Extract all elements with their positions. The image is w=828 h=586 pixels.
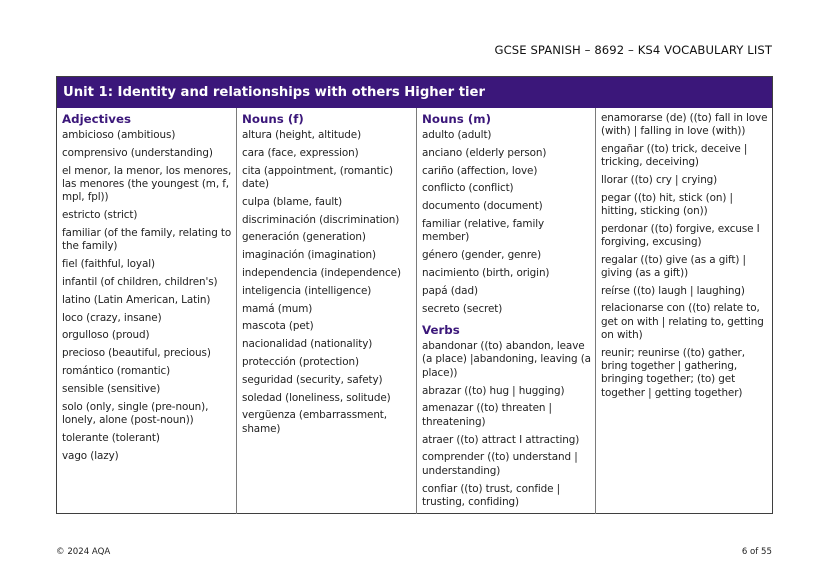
vocab-item: cariño (affection, love) [422, 164, 538, 177]
vocab-item: atraer ((to) attract I attracting) [422, 433, 580, 446]
vocab-item: abandonar ((to) abandon, leave (a place) |abandoning, leaving (a place)) [422, 339, 591, 379]
vocab-item: cita (appointment, (romantic) date) [242, 164, 393, 190]
vocab-item: género (gender, genre) [422, 249, 542, 262]
section-heading: Nouns (m) [422, 112, 491, 126]
vocab-list [601, 112, 768, 400]
vocab-item: documento (document) [422, 200, 543, 213]
vocab-item: amenazar ((to) threaten | threatening) [422, 402, 552, 428]
vocab-item: nacionalidad (nationality) [242, 338, 373, 351]
section-heading: Nouns (f) [242, 112, 304, 126]
vocab-item: inteligencia (intelligence) [242, 284, 372, 297]
vocab-item: culpa (blame, fault) [242, 195, 343, 208]
vocab-item: confiar ((to) trust, confide | trusting, confiding) [422, 482, 561, 508]
vocab-item: soledad (loneliness, solitude) [242, 391, 391, 404]
vocab-item: llorar ((to) cry | crying) [601, 174, 718, 186]
vocab-item: estricto (strict) [62, 209, 138, 222]
vocab-item: cara (face, expression) [242, 146, 359, 159]
vocab-item: latino (Latin American, Latin) [62, 293, 211, 306]
vocab-item: adulto (adult) [422, 129, 492, 141]
vocab-item: comprensivo (understanding) [62, 146, 213, 159]
vocab-item: el menor, la menor, los menores, las menores (the youngest (m, f, mpl, fpl)) [62, 164, 232, 204]
vocab-list [422, 340, 591, 509]
vocab-item: anciano (elderly person) [422, 146, 547, 159]
table-title: Unit 1: Identity and relationships with others Higher tier [57, 77, 772, 108]
vocab-item: papá (dad) [422, 284, 478, 297]
footer-copyright: © 2024 AQA [56, 547, 111, 557]
footer-page-number: 6 of 55 [741, 547, 772, 557]
vocab-item: vergüenza (embarrassment, shame) [242, 409, 387, 435]
column-nouns-f [237, 108, 417, 514]
vocabulary-table [56, 76, 773, 514]
vocab-list [422, 129, 591, 316]
vocab-item: relacionarse con ((to) relate to, get on with | relating to, getting on with) [601, 302, 764, 341]
vocab-item: secreto (secret) [422, 302, 503, 315]
vocab-item: protección (protection) [242, 355, 359, 368]
vocab-item: solo (only, single (pre-noun), lonely, alone (post-noun)) [62, 400, 209, 426]
table-columns [57, 108, 772, 514]
section-heading: Verbs [422, 322, 460, 337]
vocab-item: mascota (pet) [242, 320, 314, 333]
column-verbs-continued [596, 108, 772, 514]
vocab-item: nacimiento (birth, origin) [422, 266, 550, 279]
vocab-list [62, 129, 232, 463]
vocab-item: vago (lazy) [62, 449, 119, 462]
vocab-item: reírse ((to) laugh | laughing) [601, 284, 745, 297]
vocab-item: regalar ((to) give (as a gift) | giving (as a gift)) [601, 253, 746, 279]
vocab-item: discriminación (discrimination) [242, 213, 400, 226]
vocab-item: reunir; reunirse ((to) gather, bring together | gathering, bringing together; (to) get together | getting together) [601, 346, 745, 399]
vocab-item: ambicioso (ambitious) [62, 129, 176, 141]
vocab-item: perdonar ((to) forgive, excuse I forgiving, excusing) [601, 222, 760, 248]
vocab-item: engañar ((to) trick, deceive | tricking, deceiving) [601, 143, 748, 169]
section-heading: Adjectives [62, 112, 132, 126]
vocab-item: enamorarse (de) ((to) fall in love (with) | falling in love (with)) [601, 112, 768, 138]
vocab-item: imaginación (imagination) [242, 249, 376, 262]
vocab-item: altura (height, altitude) [242, 129, 362, 141]
vocab-item: conflicto (conflict) [422, 182, 514, 195]
column-nouns-m-verbs [417, 108, 596, 514]
vocab-item: tolerante (tolerant) [62, 431, 160, 444]
vocab-item: comprender ((to) understand | understanding) [422, 451, 578, 477]
vocab-item: independencia (independence) [242, 266, 401, 279]
vocab-item: seguridad (security, safety) [242, 373, 383, 386]
vocab-item: loco (crazy, insane) [62, 311, 162, 324]
vocab-item: sensible (sensitive) [62, 382, 161, 395]
vocab-item: fiel (faithful, loyal) [62, 258, 155, 271]
vocab-item: romántico (romantic) [62, 364, 171, 377]
vocab-item: pegar ((to) hit, stick (on) | hitting, sticking (on)) [601, 191, 733, 217]
vocab-item: familiar (of the family, relating to the family) [62, 227, 232, 253]
column-adjectives [57, 108, 237, 514]
vocab-item: familiar (relative, family member) [422, 217, 545, 244]
vocab-item: orgulloso (proud) [62, 329, 150, 342]
document-header: GCSE SPANISH – 8692 – KS4 VOCABULARY LIST [494, 43, 772, 57]
vocab-list [242, 129, 412, 436]
vocab-item: mamá (mum) [242, 302, 313, 315]
vocab-item: generación (generation) [242, 231, 366, 244]
vocab-item: abrazar ((to) hug | hugging) [422, 384, 565, 397]
vocab-item: infantil (of children, children's) [62, 276, 218, 288]
vocab-item: precioso (beautiful, precious) [62, 347, 211, 360]
